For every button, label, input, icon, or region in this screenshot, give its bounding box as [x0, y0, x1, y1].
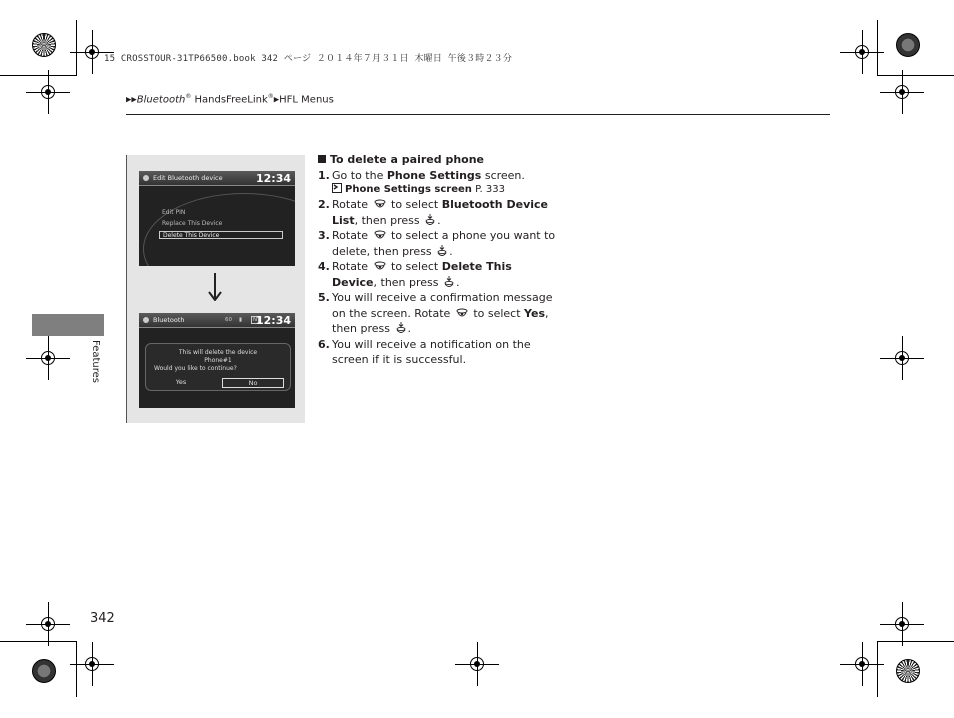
section-title: To delete a paired phone: [318, 152, 558, 168]
reference-page[interactable]: P. 333: [471, 184, 505, 195]
arrow-link-icon: [332, 183, 342, 193]
print-header: 15 CROSSTOUR-31TP66500.book 342 ページ ２０１４年７月３１日 木曜日 午後３時２３分: [104, 54, 513, 64]
dialog-no-button[interactable]: No: [222, 378, 284, 388]
header-rule: [126, 114, 830, 115]
crosshair-icon: [855, 657, 869, 671]
confirm-dialog: [145, 343, 291, 391]
menu-icon: [143, 175, 149, 181]
triangle-right-icon: ▶: [273, 95, 280, 104]
registration-rosette-icon: [896, 659, 920, 683]
chapter-tab-label: Features: [90, 340, 101, 383]
press-knob-icon: [437, 245, 447, 257]
crosshair-icon: [85, 45, 99, 59]
step-4: 4. Rotate to select Delete This Device, then press .: [318, 260, 512, 289]
menu-item-edit-pin[interactable]: Edit PIN: [162, 209, 186, 216]
step-3: 3. Rotate to select a phone you want to delete, then press .: [318, 229, 556, 258]
crosshair-icon: [895, 617, 909, 631]
screen-titlebar: [139, 171, 295, 186]
crosshair-icon: [85, 657, 99, 671]
screen-clock: 12:34: [255, 314, 291, 327]
screen-title: Bluetooth: [153, 316, 185, 324]
step-1: 1. Go to the Phone Settings screen.: [318, 168, 525, 182]
menu-item-delete-device[interactable]: Delete This Device: [159, 231, 283, 239]
screen-bluetooth-confirm: [139, 313, 295, 408]
registration-rosette-icon: [896, 33, 920, 57]
press-knob-icon: [425, 214, 435, 226]
selector-knob-icon: [456, 308, 468, 319]
registration-rosette-icon: [32, 33, 56, 57]
selector-knob-icon: [374, 230, 386, 241]
dialog-line-2: Phone#1: [204, 357, 232, 364]
breadcrumb-handsfreelink[interactable]: HandsFreeLink: [191, 94, 268, 106]
dialog-line-1: This will delete the device: [178, 349, 258, 356]
crosshair-icon: [41, 617, 55, 631]
dialog-line-3: Would you like to continue?: [154, 365, 237, 372]
menu-arc: [143, 193, 295, 266]
dialog-yes-button[interactable]: Yes: [175, 378, 187, 386]
registration-rosette-icon: [32, 659, 56, 683]
reference-label[interactable]: Phone Settings screen: [345, 184, 472, 195]
breadcrumb: ▶▶Bluetooth® HandsFreeLink®▶HFL Menus: [126, 93, 334, 106]
figure-panel: [126, 155, 305, 423]
step-6: 6. You will receive a notification on the screen if it is successful.: [318, 337, 531, 366]
step-5: 5. You will receive a confirmation message on the screen. Rotate to select Yes, then press .: [318, 291, 553, 335]
chapter-tab[interactable]: [32, 314, 104, 336]
signal-status: 60: [225, 317, 232, 323]
crosshair-icon: [41, 351, 55, 365]
battery-icon: ▮: [239, 317, 243, 323]
page-number: 342: [90, 611, 115, 626]
selector-knob-icon: [374, 261, 386, 272]
breadcrumb-bluetooth[interactable]: Bluetooth: [136, 94, 186, 106]
screen-title: Edit Bluetooth device: [153, 174, 223, 182]
press-knob-icon: [444, 276, 454, 288]
crosshair-icon: [895, 351, 909, 365]
triangle-right-icon: ▶▶: [126, 95, 137, 104]
press-knob-icon: [396, 322, 406, 334]
selector-knob-icon: [374, 199, 386, 210]
crosshair-icon: [855, 45, 869, 59]
step-2: 2. Rotate to select Bluetooth Device List, then press .: [318, 198, 548, 227]
instructions: [318, 152, 558, 368]
cross-reference[interactable]: [318, 183, 558, 196]
navigation-north-icon: N: [253, 317, 258, 323]
down-arrow-icon: [207, 273, 223, 301]
phone-icon: [143, 317, 149, 323]
crosshair-icon: [895, 85, 909, 99]
crosshair-icon: [41, 85, 55, 99]
square-bullet-icon: [318, 155, 326, 163]
screen-clock: 12:34: [255, 172, 291, 185]
screen-edit-bluetooth-device: [139, 171, 295, 266]
breadcrumb-hfl-menus[interactable]: HFL Menus: [279, 94, 334, 106]
screen-titlebar: [139, 313, 295, 328]
crosshair-icon: [470, 657, 484, 671]
menu-item-replace-device[interactable]: Replace This Device: [162, 220, 223, 227]
